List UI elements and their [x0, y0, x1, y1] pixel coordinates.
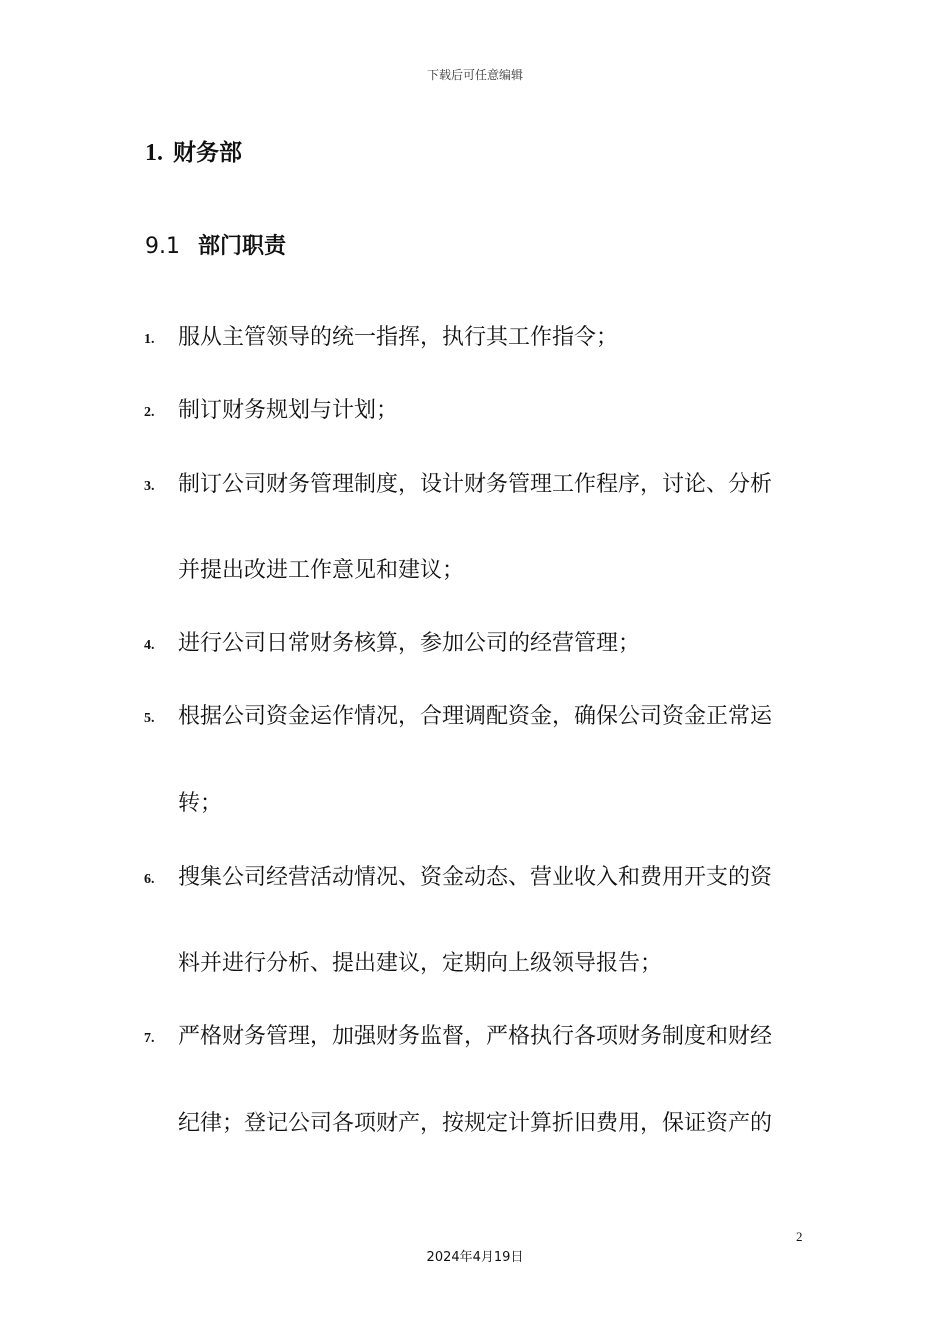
list-item-number: 2. [144, 405, 155, 420]
list-item-text: 并提出改进工作意见和建议； [178, 558, 465, 583]
section-title: 财务部 [173, 140, 242, 166]
list-item-text: 制订公司财务管理制度，设计财务管理工作程序，讨论、分析 [178, 472, 773, 497]
subsection-number: 9.1 [145, 234, 180, 259]
list-item-number: 5. [144, 711, 155, 726]
list-item-text: 严格财务管理，加强财务监督，严格执行各项财务制度和财经 [178, 1024, 773, 1049]
list-item-text: 进行公司日常财务核算，参加公司的经营管理； [178, 631, 641, 656]
subsection-title: 部门职责 [198, 234, 287, 259]
list-item-text: 根据公司资金运作情况，合理调配资金，确保公司资金正常运 [178, 704, 773, 729]
list-item-text: 搜集公司经营活动情况、资金动态、营业收入和费用开支的资 [178, 865, 773, 890]
list-item-text: 纪律；登记公司各项财产，按规定计算折旧费用，保证资产的 [178, 1111, 773, 1136]
list-item-number: 3. [144, 479, 155, 494]
list-item-text: 服从主管领导的统一指挥，执行其工作指令； [178, 325, 619, 350]
list-item-number: 7. [144, 1031, 155, 1046]
list-item-text: 料并进行分析、提出建议，定期向上级领导报告； [178, 951, 663, 976]
list-item-number: 1. [144, 332, 155, 347]
list-item-text: 转； [178, 791, 223, 816]
list-item-text: 制订财务规划与计划； [178, 398, 399, 423]
section-heading [145, 134, 242, 167]
list-item-number: 4. [144, 638, 155, 653]
page-header: 下载后可任意编辑 [426, 68, 523, 82]
section-number: 1. [145, 140, 163, 166]
list-item-number: 6. [144, 872, 155, 887]
page-number: 2 [796, 1229, 803, 1244]
footer-date: 2024年4月19日 [426, 1250, 524, 1265]
subsection-heading [145, 229, 286, 260]
